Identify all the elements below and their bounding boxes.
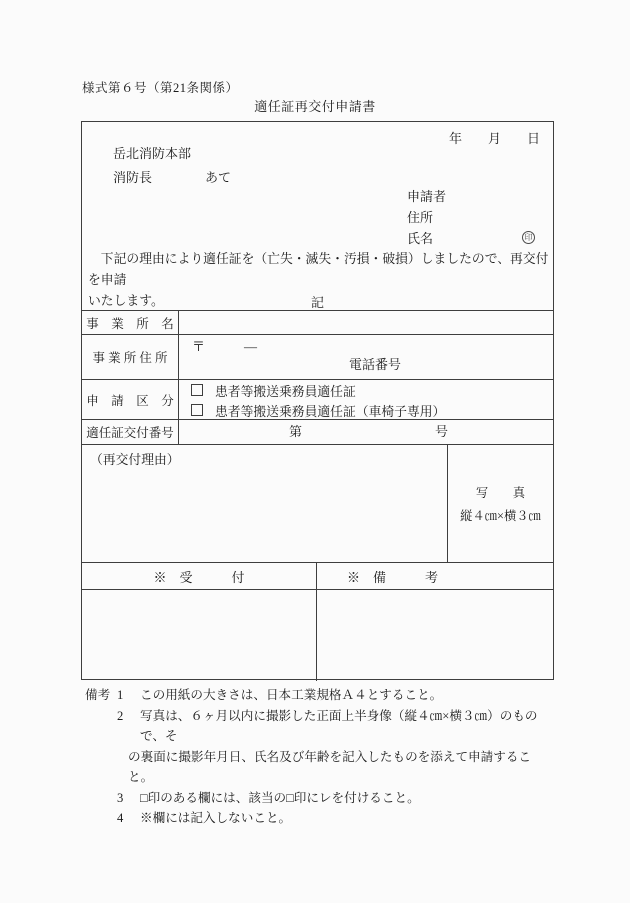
application-category-label: 申 請 区 分 (82, 380, 179, 419)
official-use-body-row (82, 589, 553, 681)
note-item-4 (85, 808, 555, 829)
remarks-field[interactable] (317, 590, 553, 681)
category-option-1-label: 患者等搬送乗務員適任証 (215, 384, 356, 399)
checkbox-icon[interactable] (191, 404, 203, 416)
remarks-header: ※ 備 考 (347, 569, 439, 585)
reception-header: ※ 受 付 (82, 563, 317, 589)
note-item-1 (85, 685, 555, 706)
date-line: 年 月 日 (448, 131, 540, 146)
reissue-reason-row (82, 444, 553, 562)
business-address-label: 事 業 所 住 所 (82, 335, 179, 379)
applicant-block (407, 186, 533, 249)
business-name-field[interactable] (179, 311, 553, 334)
note-number: 3 (117, 790, 124, 805)
notes-label: 備考 (85, 688, 111, 702)
form-number: 様式第６号（第21条関係） (82, 81, 239, 95)
page-title: 適任証再交付申請書 (254, 99, 376, 114)
photo-box (447, 445, 553, 562)
photo-size-spec: 縦４㎝×横３㎝ (460, 509, 541, 523)
business-address-row (82, 334, 553, 379)
business-name-row (82, 310, 553, 334)
note-text: ※欄には記入しないこと。 (140, 811, 292, 825)
cert-number-prefix: 第 (289, 424, 303, 439)
note-text: この用紙の大きさは、日本工業規格Ａ４とすること。 (140, 688, 443, 702)
certificate-number-row (82, 419, 553, 444)
addressee-title: 消防長 (113, 170, 153, 185)
footer-notes (85, 685, 555, 829)
form-header-section (82, 122, 553, 310)
business-address-field[interactable] (179, 335, 553, 379)
note-item-3 (85, 788, 555, 809)
notes-label-spacer (85, 788, 117, 809)
note-text: □印のある欄には、該当の□印にレを付けること。 (140, 790, 420, 805)
statement-line-2: いたします。 (88, 294, 164, 308)
certificate-number-field[interactable] (179, 420, 553, 444)
official-use-header-row (82, 562, 553, 589)
note-item-2-continued (85, 747, 555, 788)
category-option-2-label: 患者等搬送乗務員適任証（車椅子専用） (215, 404, 446, 419)
category-option-2 (179, 400, 553, 420)
postal-code-line: 〒 ― (192, 339, 258, 354)
seal-mark-icon: 印 (522, 231, 535, 244)
note-text: 写真は、６ヶ月以内に撮影した正面上半身像（縦４㎝×横３㎝）のもので、そ (140, 708, 538, 743)
addressee-gap (152, 169, 205, 186)
applicant-label: 申請者 (407, 189, 447, 204)
name-line (407, 228, 533, 249)
category-option-1 (179, 380, 553, 400)
addressee-line (113, 169, 231, 186)
addressee-organization: 岳北消防本部 (113, 146, 192, 161)
reissue-reason-field[interactable] (82, 445, 447, 562)
notes-label-spacer (85, 706, 117, 747)
business-name-label: 事 業 所 名 (82, 311, 179, 334)
name-label: 氏名 (407, 231, 434, 246)
address-label: 住所 (407, 210, 434, 225)
note-number: 4 (117, 811, 124, 825)
addressee-suffix: あて (205, 170, 232, 185)
reissue-reason-label: （再交付理由） (90, 453, 180, 467)
notes-label-spacer (85, 808, 117, 829)
reception-field[interactable] (82, 590, 317, 681)
application-category-row (82, 379, 553, 419)
checkbox-icon[interactable] (191, 384, 203, 396)
cert-number-suffix: 号 (435, 424, 449, 439)
statement-line-1: 下記の理由により適任証を（亡失・滅失・汚損・破損）しましたので、再交付を申請 (88, 252, 549, 287)
phone-number-label: 電話番号 (348, 357, 401, 372)
certificate-number-label: 適任証交付番号 (82, 420, 179, 444)
note-text: の裏面に撮影年月日、氏名及び年齢を記入したものを添えて申請すること。 (128, 749, 531, 784)
ki-heading: 記 (310, 295, 324, 310)
photo-title: 写 真 (475, 486, 526, 500)
note-number: 1 (117, 688, 124, 702)
note-item-2 (85, 706, 555, 747)
application-category-options (179, 380, 553, 419)
application-form-table (81, 121, 554, 680)
form-grid (82, 310, 553, 681)
note-number: 2 (117, 708, 124, 723)
